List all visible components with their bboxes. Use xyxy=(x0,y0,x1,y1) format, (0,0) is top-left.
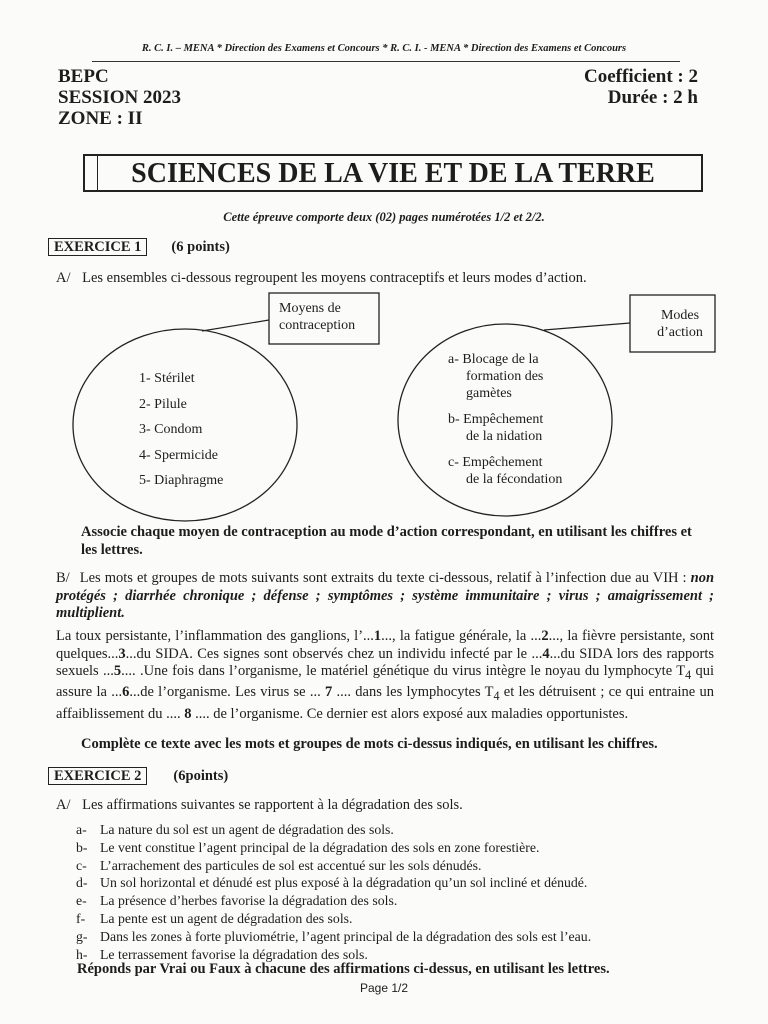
blank-number: 1 xyxy=(373,628,382,644)
blank-number: 4 xyxy=(542,645,550,662)
ex1-partB-marker: B/ xyxy=(56,570,70,586)
list-item xyxy=(76,839,591,857)
exercise2-label: EXERCICE 2 xyxy=(48,767,147,785)
ex1-partA-marker: A/ xyxy=(56,270,71,286)
modes-box-label xyxy=(646,307,714,341)
exercise1-label: EXERCICE 1 xyxy=(48,238,147,256)
modes-box-line2: d’action xyxy=(657,325,703,340)
exercise1-points: (6 points) xyxy=(171,239,230,255)
text-fragment: .... .Une fois dans l’organisme, le matériel génétique du virus intègre le noyau du lymphocyte T xyxy=(121,663,686,679)
text-fragment: ...du SIDA lors des rapports sexuels ... xyxy=(56,645,714,679)
exam-duration: Durée : 2 h xyxy=(607,87,698,108)
item-letter: c- xyxy=(76,857,87,873)
ex1-partA-intro-text: Les ensembles ci-dessous regroupent les moyens contraceptifs et leurs modes d’action. xyxy=(82,270,587,286)
item-letter: d- xyxy=(76,875,88,891)
mode-c-line: c- Empêchement xyxy=(448,455,543,470)
means-box-label xyxy=(279,300,355,334)
item-text: La présence d’herbes favorise la dégradation des sols. xyxy=(100,893,398,909)
list-item xyxy=(76,821,591,839)
item-text: La nature du sol est un agent de dégradation des sols. xyxy=(100,822,394,837)
exam-name: BEPC xyxy=(58,66,109,87)
means-list xyxy=(139,366,223,494)
ex2-partA-marker: A/ xyxy=(56,797,71,813)
ex2-partA-intro-text: Les affirmations suivantes se rapportent à la dégradation des sols. xyxy=(82,797,463,813)
ex2-partA-intro xyxy=(56,797,463,815)
text-fragment: ...du SIDA. Ces signes sont observés chez un individu infecté par le ... xyxy=(125,645,543,662)
ex2-partA-instruction: Réponds par Vrai ou Faux à chacune des affirmations ci-dessus, en utilisant les lettres. xyxy=(77,961,610,977)
item-text: Le terrassement favorise la dégradation des sols. xyxy=(100,946,368,962)
page-title: SCIENCES DE LA VIE ET DE LA TERRE xyxy=(83,154,703,192)
list-item xyxy=(76,892,591,910)
means-item: 1- Stérilet xyxy=(139,371,195,386)
mode-c-line: de la fécondation xyxy=(466,472,563,487)
item-letter: h- xyxy=(76,946,88,962)
means-item: 3- Condom xyxy=(139,422,203,437)
exam-coefficient: Coefficient : 2 xyxy=(584,66,698,87)
means-item: 5- Diaphragme xyxy=(139,473,224,488)
page-subtitle: Cette épreuve comporte deux (02) pages numérotées 1/2 et 2/2. xyxy=(223,210,545,224)
blank-number: 3 xyxy=(118,645,126,662)
mode-a-line: gamètes xyxy=(466,386,512,401)
item-text: Un sol horizontal et dénudé est plus exposé à la dégradation qu’un sol incliné et dénudé. xyxy=(100,875,588,891)
text-fragment: ..., la fatigue générale, la ... xyxy=(381,628,542,644)
list-item xyxy=(76,910,591,928)
text-fragment: ...de l’organisme. Les virus se ... xyxy=(129,684,326,701)
means-item: 2- Pilule xyxy=(139,396,187,412)
ex1-partB-text xyxy=(56,628,714,723)
item-letter: a- xyxy=(76,822,87,837)
modes-list xyxy=(448,351,562,488)
ex2-statement-list xyxy=(76,821,591,963)
mode-b-line: b- Empêchement xyxy=(448,412,544,427)
blank-number: 8 xyxy=(184,705,192,722)
header-banner: R. C. I. – MENA * Direction des Examens et Concours * R. C. I. - MENA * Direction des Examens et Concours xyxy=(141,43,627,54)
exam-zone: ZONE : II xyxy=(58,108,143,129)
mode-item-b xyxy=(448,411,562,445)
ex1-partA-instruction: Associe chaque moyen de contraception au mode d’action correspondant, en utilisant les chiffres et les lettres. xyxy=(81,524,692,558)
item-text: La pente est un agent de dégradation des sols. xyxy=(100,910,353,926)
blank-number: 6 xyxy=(122,684,130,701)
means-box-line2: contraception xyxy=(279,318,356,333)
item-letter: f- xyxy=(76,910,86,926)
item-text: Dans les zones à forte pluviométrie, l’agent principal de la dégradation des sols est l’eau. xyxy=(100,928,592,944)
modes-connector xyxy=(544,323,630,330)
mode-b-line: de la nidation xyxy=(466,429,543,444)
exercise2-points: (6points) xyxy=(173,768,229,784)
blank-number: 7 xyxy=(325,684,333,701)
text-fragment: .... dans les lymphocytes T xyxy=(332,684,494,701)
ex1-partB-intro-text: Les mots et groupes de mots suivants sont extraits du texte ci-dessous, relatif à l’infection due au VIH : xyxy=(79,570,687,586)
item-letter: e- xyxy=(76,893,87,909)
exercise2-header xyxy=(48,767,228,785)
list-item xyxy=(76,928,591,946)
item-letter: g- xyxy=(76,928,88,944)
mode-a-line: a- Blocage de la xyxy=(448,352,539,367)
ex1-partB-intro xyxy=(56,570,714,623)
text-fragment: et les détruisent ; ce qui entraine un affaiblissement du .... xyxy=(56,684,714,722)
blank-number: 5 xyxy=(113,663,122,679)
mode-a-line: formation des xyxy=(466,369,544,384)
item-text: Le vent constitue l’agent principal de la dégradation des sols en zone forestière. xyxy=(100,839,540,855)
ex1-partB-word-list: non protégés ; diarrhée chronique ; défense ; symptômes ; système immunitaire ; virus ; amaigrissement ; multiplient. xyxy=(56,570,715,621)
item-text: L’arrachement des particules de sol est accentué sur les sols dénudés. xyxy=(100,857,482,873)
modes-box-line1: Modes xyxy=(660,308,700,323)
subscript: 4 xyxy=(493,689,500,704)
text-fragment: .... de l’organisme. Ce dernier est alors exposé aux maladies opportunistes. xyxy=(191,705,629,722)
means-box-line1: Moyens de xyxy=(279,301,341,316)
text-fragment: La toux persistante, l’inflammation des ganglions, l’... xyxy=(56,628,374,644)
list-item xyxy=(76,857,591,875)
list-item xyxy=(76,874,591,892)
mode-item-c xyxy=(448,454,562,488)
subscript: 4 xyxy=(685,667,692,682)
blank-number: 2 xyxy=(541,628,549,644)
text-fragment: qui assure la ... xyxy=(56,663,714,701)
page-number: Page 1/2 xyxy=(359,981,409,995)
means-item: 4- Spermicide xyxy=(139,447,218,463)
exam-session: SESSION 2023 xyxy=(58,87,182,108)
item-letter: b- xyxy=(76,839,88,855)
mode-item-a xyxy=(448,351,562,402)
text-fragment: ..., la fièvre persistante, sont quelques... xyxy=(56,628,714,662)
means-connector xyxy=(202,320,269,331)
ex1-partB-instruction: Complète ce texte avec les mots et groupes de mots ci-dessus indiqués, en utilisant les chiffres. xyxy=(81,736,658,752)
